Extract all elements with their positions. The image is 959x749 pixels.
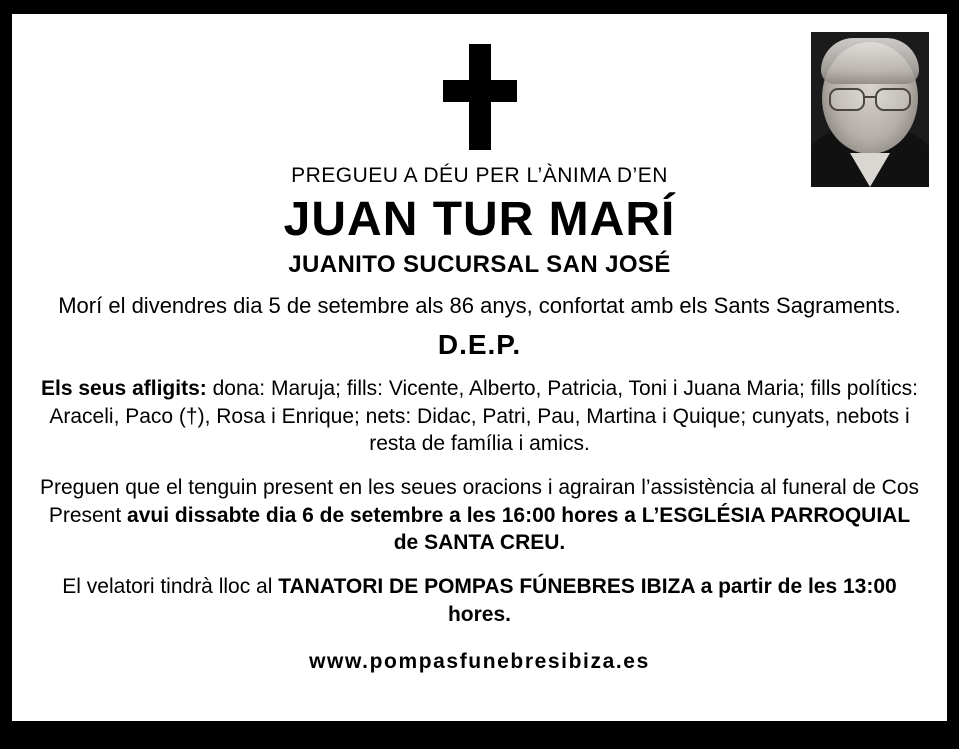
family-paragraph: [38, 375, 921, 458]
obituary-card: [12, 14, 947, 721]
dep-label: D.E.P.: [437, 328, 522, 360]
deceased-name: JUAN TUR MARÍ: [283, 193, 676, 246]
portrait-photo: [811, 32, 929, 187]
wake-details: TANATORI DE POMPAS FÚNEBRES IBIZA a partir de les 13:00 hores.: [278, 575, 897, 627]
deceased-nickname: JUANITO SUCURSAL SAN JOSÉ: [288, 250, 671, 278]
portrait-hair: [821, 38, 919, 84]
pray-line: PREGUEU A DÉU PER L’ÀNIMA D’EN: [291, 164, 668, 187]
funeral-details: avui dissabte dia 6 de setembre a les 16:00 hores a L’ESGLÉSIA PARROQUIAL de SANTA CREU.: [127, 503, 911, 555]
funeral-intro: Preguen que el tenguin present en les seues oracions i agrairan l’assistència al funeral de Cos Present: [39, 475, 920, 527]
cross-container: [12, 14, 947, 150]
wake-intro: El velatori tindrà lloc al: [62, 575, 279, 599]
death-line: Morí el divendres dia 5 de setembre als 86 anys, confortat amb els Sants Sagraments.: [58, 292, 901, 318]
portrait-glasses: [827, 88, 913, 108]
notice-content: [12, 164, 947, 674]
family-label: Els seus afligits:: [41, 376, 207, 400]
website-link[interactable]: www.pompasfunebresibiza.es: [309, 649, 650, 673]
funeral-paragraph: [38, 474, 921, 557]
cross-icon: [443, 44, 517, 150]
wake-paragraph: [38, 573, 921, 630]
family-text: dona: Maruja; fills: Vicente, Alberto, Patricia, Toni i Juana Maria; fills polítics: Araceli, Paco (†), Rosa i Enrique; nets: Didac, Patri, Pau, Martina i Quique; cunyats, nebots i resta de família i amics.: [49, 376, 918, 456]
